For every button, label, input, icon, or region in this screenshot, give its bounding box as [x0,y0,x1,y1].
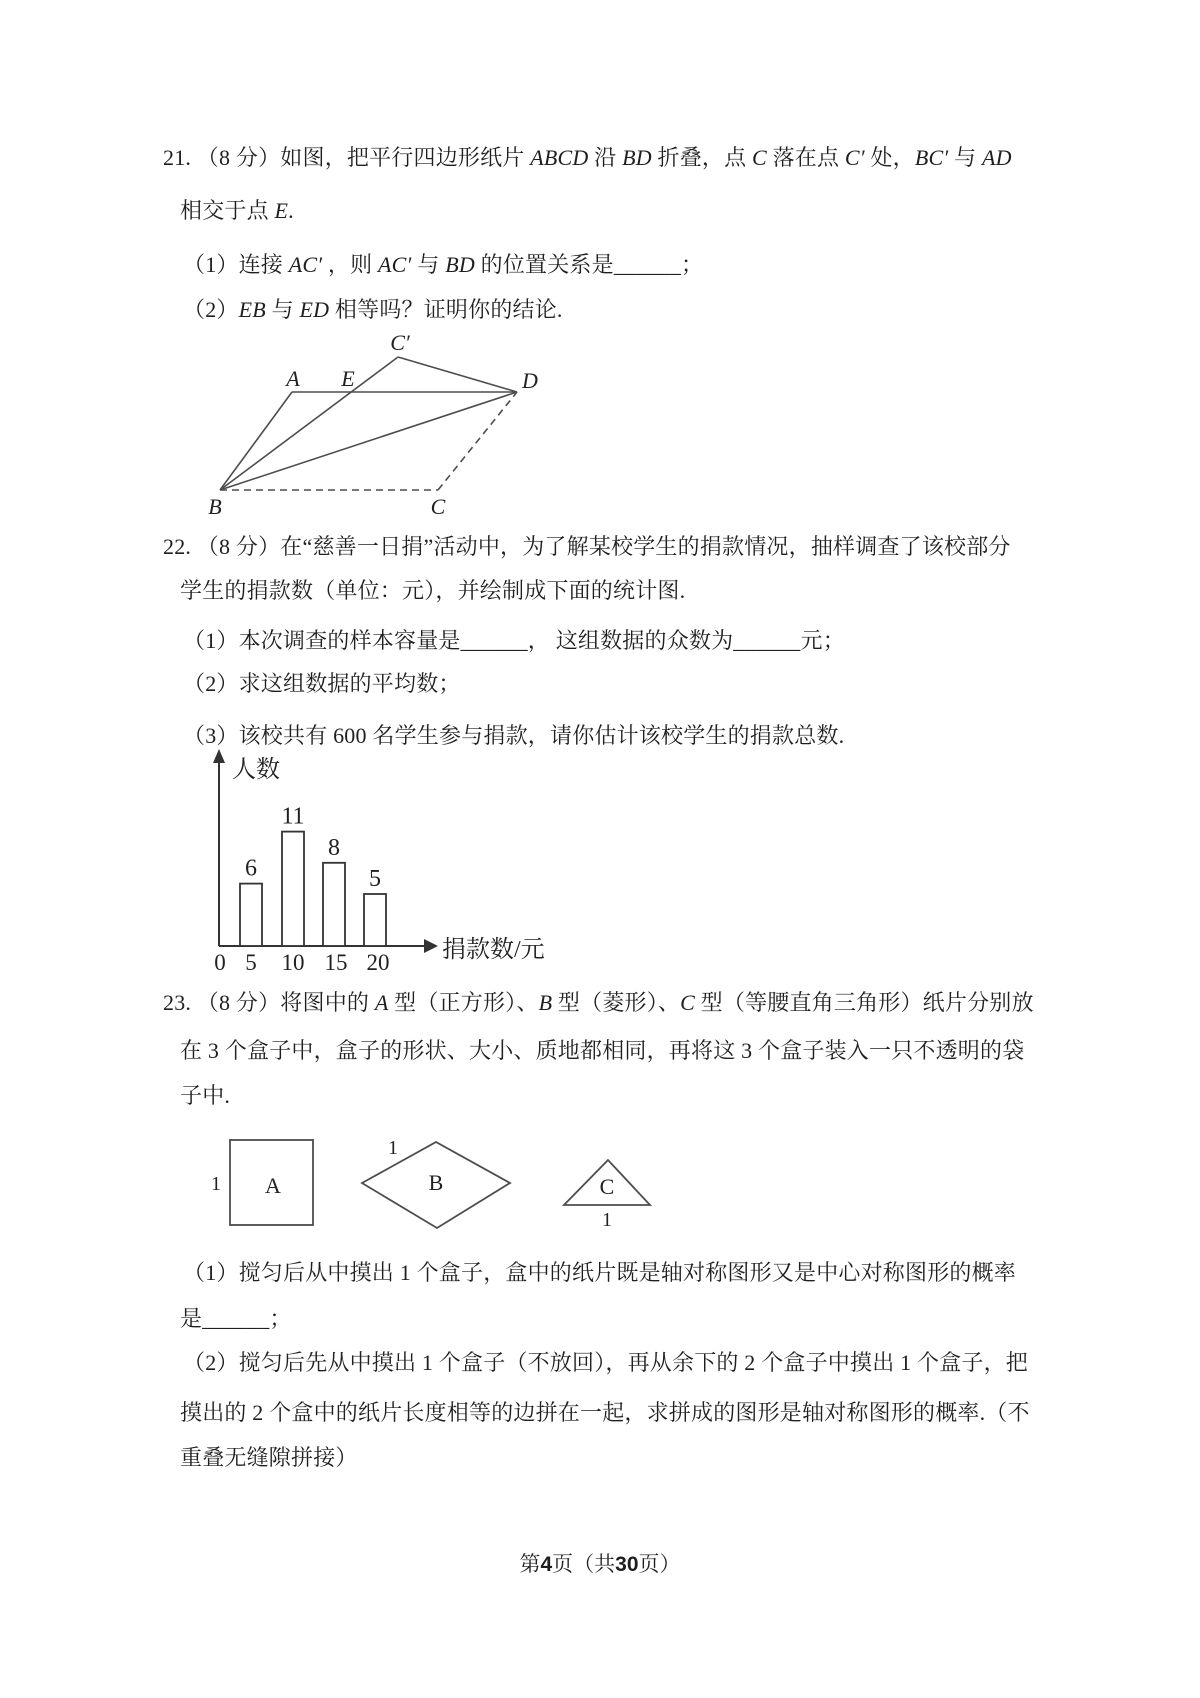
bar-value-20: 5 [369,866,381,892]
bar-value-5: 6 [245,855,257,882]
x-axis-arrow-icon [424,939,438,953]
p22-item2: （2）求这组数据的平均数； [183,671,461,696]
segment-BC-prime [220,357,398,490]
x-tick-10: 10 [281,950,305,975]
x-tick-15: 15 [324,950,348,975]
p23-line2: 在 3 个盒子中，盒子的形状、大小、质地都相同，再将这 3 个盒子装入一只不透明的袋 [180,1038,1025,1063]
label-D: D [522,368,538,393]
p23-item2-line1: （2）搅匀后先从中摸出 1 个盒子（不放回），再从余下的 2 个盒子中摸出 1 个盒子，把 [183,1350,1029,1375]
label-C-prime: C′ [390,330,410,355]
p21-item1: （1）连接 AC′ ，则 AC′ 与 BD 的位置关系是______； [183,252,704,277]
shape-square-label: A [265,1173,281,1198]
label-B: B [208,494,222,519]
label-E: E [341,366,355,391]
p22-head-line: 22. （8 分）在“慈善一日捐”活动中，为了解某校学生的捐款情况，抽样调查了该校部分 [163,534,1011,559]
segment-C-prime-D [398,357,517,392]
label-C: C [430,494,446,519]
segment-BD [220,392,517,490]
bar-value-10: 11 [281,803,305,830]
p22-item3: （3）该校共有 600 名学生参与捐款，请你估计该校学生的捐款总数. [183,723,845,748]
p21-head-line: 21. （8 分）如图，把平行四边形纸片 ABCD 沿 BD 折叠，点 C 落在点 C′ 处，BC′ 与 AD [163,145,1012,170]
x-tick-5: 5 [245,950,257,975]
bar-10-yuan [282,832,304,946]
y-axis-title: 人数 [232,757,280,783]
x-tick-0: 0 [214,950,226,975]
p22-line2: 学生的捐款数（单位：元），并绘制成下面的统计图. [180,578,686,603]
y-axis-arrow-icon [213,749,225,763]
p23-item2-line3: 重叠无缝隙拼接） [180,1445,358,1470]
rhombus-side-length: 1 [388,1137,398,1159]
p21-line2: 相交于点 E. [180,198,294,223]
page-footer: 第4页（共30页） [519,1552,681,1576]
segment-CD-dashed [438,392,517,490]
bar-value-15: 8 [328,834,340,861]
x-axis-title: 捐款数/元 [442,937,545,963]
p22-item1: （1）本次调查的样本容量是______， 这组数据的众数为______元； [183,628,845,653]
bar-5-yuan [240,884,262,946]
figure-three-shapes [205,1130,665,1238]
p23-item2-line2: 摸出的 2 个盒中的纸片长度相等的边拼在一起，求拼成的图形是轴对称图形的概率.（不 [180,1400,1030,1425]
p21-item2: （2）EB 与 ED 相等吗？证明你的结论. [183,297,563,322]
p23-item1-line1: （1）搅匀后从中摸出 1 个盒子，盒中的纸片既是轴对称图形又是中心对称图形的概率 [183,1260,1017,1285]
shape-triangle-label: C [599,1174,615,1199]
p23-head-line: 23. （8 分）将图中的 A 型（正方形）、B 型（菱形）、C 型（等腰直角三角形）纸片分别放 [163,990,1034,1015]
p23-item1-line2: 是______； [180,1306,292,1331]
figure-parallelogram-fold [185,330,550,525]
bar-chart-donations [190,745,570,977]
square-side-length: 1 [211,1173,221,1195]
bar-15-yuan [323,863,345,946]
p23-line3: 子中. [180,1083,231,1108]
label-A: A [286,366,300,391]
segment-BA [220,392,292,490]
shape-rhombus-label: B [428,1170,444,1195]
triangle-side-length: 1 [602,1209,612,1231]
x-tick-20: 20 [366,950,390,975]
bar-20-yuan [364,894,386,946]
